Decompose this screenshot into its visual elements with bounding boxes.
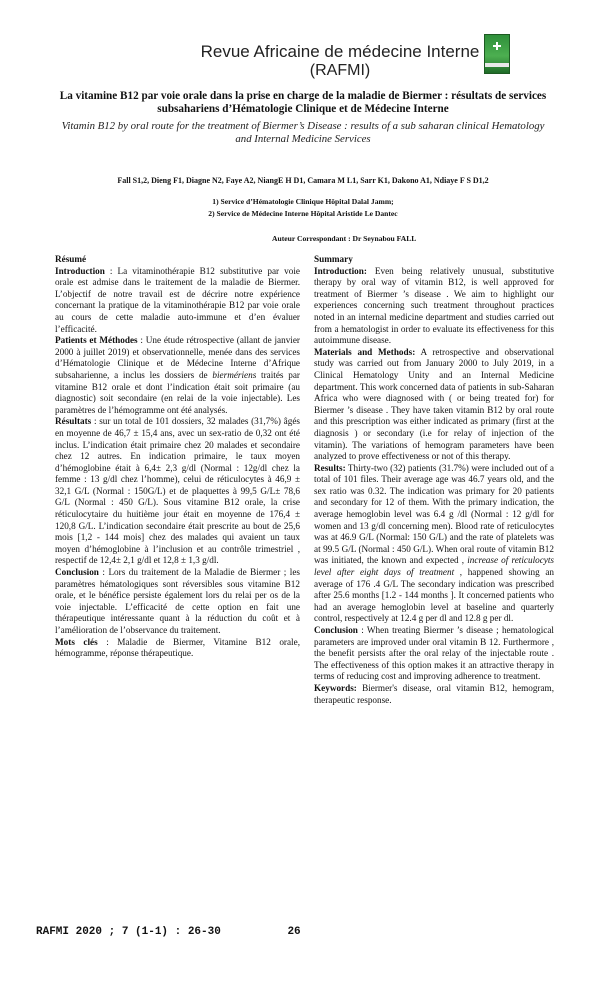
- resume-results-text: : sur un total de 101 dossiers, 32 malades (31,7%) âgés en moyenne de 46,7 ± 15,4 ans, avec un sex-ratio de 0,32 ont été inclus. L’indication était primaire chez 20 malades et secondaire chez 12 autres. En indication primaire, le taux moyen d’hémoglobine était à 6,4± 2,3 g/dl (Normal : 12g/dl chez la femme : 13 g/dl chez l’homme), celui de réticulocytes à 46,9 ± 32,1 G/L (Normal : 150G/L) et de plaquettes à 99,5 G/L± 78,6 G/L (Normal : 450 G/L). Sous vitamine B12 orale, la crise réticulocytaire du huitième jour était en moyenne de 176,4 ± 120,8 G/L. L’indication secondaire était prescrite au bout de 25,6 mois [1,2 - 144 mois] chez des malades qui avaient un taux moyen d’hémoglobine à l’inclusion et au contrôle trimestriel , respectif de 12,4± 2,1 g/dl et 12,8 ± 1,3 g/dl.: [55, 416, 300, 566]
- summary-keywords: [314, 683, 554, 706]
- summary-methods-text: A retrospective and observational study was carried out from January 2000 to July 2019, in a Clinical Hematology Unity and an Internal Medicine department. This work concerned data of patients in sub-Saharan Africa who were diagnosed with ( or being treated for) for Biermer ’s disease . They have taken vitamin B12 by oral route and this prescription was either indicated as primary (first at the diagnosis ) or secondary (i.e for relay of injection of the vitamin). The variations of hemogram parameters have been analyzed to prove effectiveness or not of this therapy.: [314, 346, 555, 462]
- resume-keywords-label: Mots clés: [55, 636, 98, 647]
- corresponding-author: Auteur Correspondant : Dr Seynabou FALL: [272, 234, 417, 243]
- journal-logo-icon: [484, 34, 510, 74]
- resume-introduction: [55, 266, 300, 336]
- resume-intro-text: : La vitaminothérapie B12 substitutive par voie orale est admise dans le traitement de la maladie de Biermer. L’objectif de notre travail est de décrire notre expérience concernant la pratique de la vitaminothérapie B12 par voie orale au cours de cette maladie auto-immune et d’en évaluer l’efficacité.: [55, 265, 300, 334]
- summary-results-label: Results:: [314, 462, 346, 473]
- summary-methods: [314, 347, 554, 463]
- summary-conclusion-text: : When treating Biermer ’s disease ; hematological parameters are improved under oral vitamin B 12. Furthermore , the benefit persists after the oral relay of the injectable route . The effectiveness of this option makes it an attractive therapy in terms of reducing cost and improving adherence to treatment.: [314, 625, 554, 682]
- resume-methods-label: Patients et Méthodes: [55, 335, 138, 346]
- resume-methods-italic: biermériens: [212, 369, 257, 380]
- page-footer: [36, 926, 301, 938]
- journal-abbreviation: (RAFMI): [309, 62, 371, 79]
- resume-methods-text-2: traités par vitamine B12 orale et dont l’indication était soit primaire (au diagnostic) soit secondaire (en relai de la voie injectable). Les paramètres de l’hémogramme ont été analysés.: [55, 369, 300, 415]
- summary-results-text-2: , happened showing an average of 176 .4 G/L The secondary indication was prescribed after 25.6 months [1.2 - 144 months ]. It concerned patients who had an average hemoglobin level at baseline and quarterly control, respectively at 12.4 g per dl and 12.8 g per dl.: [314, 567, 554, 624]
- resume-methods: [55, 335, 300, 416]
- summary-results-text-1: Thirty-two (32) patients (31.7%) were included out of a total of 101 files. Their average age was 46.7 years old, and the sex ratio was 0.32. The indication was primary for 20 patients and secondary for 12 of them. With the primary indication, the average hemoglobin level was 6.4 g /dl (Normal : 12 g/dl for women and 13 g/dl concerning men). Blood rate of reticulocytes was at 46.9 G/L (Normal: 150 G/L) and the rate of platelets was at 99.5 G/L (Normal : 450 G/L). When oral route of vitamin B12 was initiated, the known and expected ,: [314, 462, 554, 566]
- resume-conclusion-label: Conclusion: [55, 567, 99, 578]
- resume-methods-text-1: : Une étude rétrospective (allant de janvier 2000 à juillet 2019) et observationnelle, menée dans des services d’Hématologie Clinique et de Médecine Interne d’Afrique subsaharienne, a inclus les dossiers de: [55, 335, 300, 380]
- logo-band: [485, 63, 509, 67]
- summary-column: [314, 254, 554, 706]
- resume-conclusion: [55, 567, 300, 637]
- resume-intro-label: Introduction: [55, 265, 105, 276]
- author-list: Fall S1,2, Dieng F1, Diagne N2, Faye A2, NiangE H D1, Camara M L1, Sarr K1, Dakono A1, Ndiaye F S D1,2: [117, 176, 489, 185]
- summary-conclusion-label: Conclusion: [314, 625, 358, 635]
- page-number: 26: [287, 926, 301, 938]
- affiliations: [58, 196, 548, 220]
- resume-keywords: [55, 637, 300, 660]
- journal-title: Revue Africaine de médecine Interne: [200, 42, 480, 61]
- summary-conclusion: [314, 625, 554, 683]
- summary-introduction: [314, 266, 554, 347]
- summary-keywords-text: Biermer's disease, oral vitamin B12, hemogram, therapeutic response.: [314, 682, 554, 705]
- citation: RAFMI 2020 ; 7 (1-1) : 26-30: [36, 926, 221, 938]
- resume-column: [55, 254, 300, 660]
- summary-intro-text: Even being relatively unusual, substitutive therapy by oral way of vitamin B12, is well approved for treatment of Biermer ’s disease . We aim to highlight our experiences concerning such treatment throughout practices noted in an internal medicine department and studies carried out from a hematologist in order to evaluate its effectiveness for this autoimmune disease.: [314, 265, 554, 346]
- summary-results: [314, 463, 554, 625]
- summary-results-italic: increase of reticulocyts level after eight days of treatment: [314, 555, 554, 578]
- resume-conclusion-text: : Lors du traitement de la Maladie de Biermer ; les paramètres hématologiques sont réversibles sous vitamine B12 orale, et le bénéfice persiste également lors du relai per os de la voie injectable. L’efficacité de cette option en fait une thérapeutique intéressante quant à la réduction du coût et à l’amélioration de l’observance du traitement.: [55, 567, 300, 635]
- summary-methods-label: Materials and Methods:: [314, 346, 416, 357]
- summary-heading: Summary: [314, 254, 353, 264]
- logo-cross-vertical: [496, 42, 498, 50]
- resume-results-label: Résultats: [55, 416, 92, 427]
- summary-intro-label: Introduction:: [314, 265, 367, 276]
- resume-results: [55, 416, 300, 567]
- article-title: La vitamine B12 par voie orale dans la prise en charge de la maladie de Biermer : résultats de services subsahariens d’Hématologie Clinique et de Médecine Interne: [59, 90, 547, 115]
- resume-heading: Résumé: [55, 254, 87, 264]
- summary-keywords-label: Keywords:: [314, 682, 357, 693]
- affiliation-1: 1) Service d’Hématologie Clinique Hôpital Dalal Jamm;: [212, 197, 394, 206]
- affiliation-2: 2) Service de Médecine Interne Hôpital Aristide Le Dantec: [208, 209, 398, 218]
- resume-keywords-text: : Maladie de Biermer, Vitamine B12 orale, hémogramme, réponse thérapeutique.: [55, 636, 300, 659]
- article-subtitle: Vitamin B12 by oral route for the treatment of Biermer’s Disease : results of a sub saharan clinical Hematology and Internal Medicine Services: [61, 120, 545, 145]
